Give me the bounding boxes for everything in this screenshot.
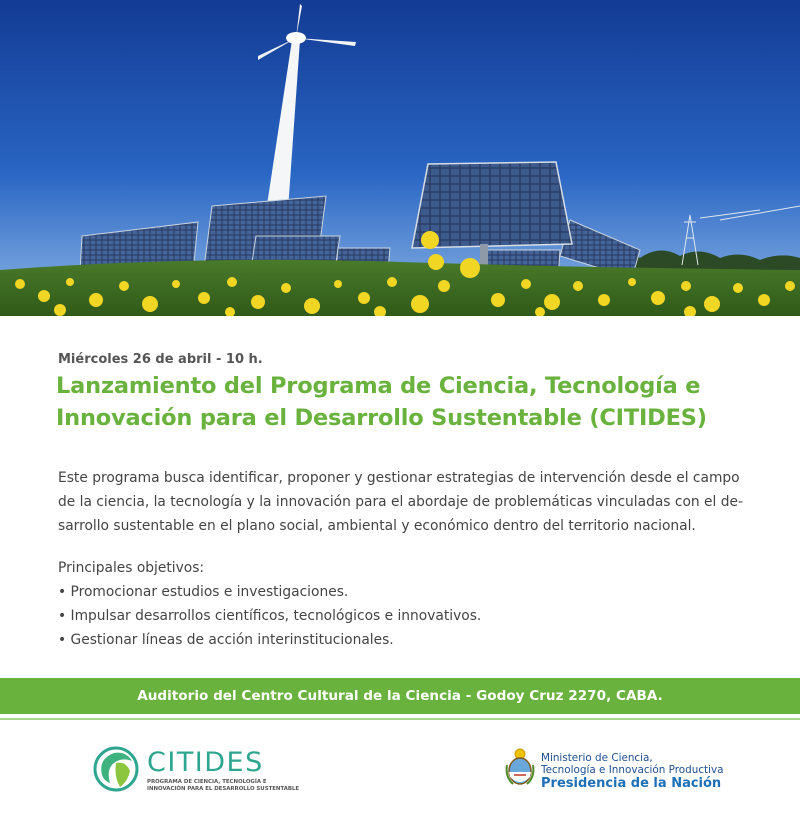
citides-globe-icon (92, 745, 140, 793)
event-title-line: Lanzamiento del Programa de Ciencia, Tecnología e (56, 373, 701, 399)
description-line: de la ciencia, la tecnología y la innovación para el abordaje de problemáticas vinculadas con el de- (58, 494, 743, 510)
description-line: Este programa busca identificar, proponer y gestionar estrategias de intervención desde el campo (58, 470, 740, 486)
objective-item: • Gestionar líneas de acción interinstitucionales. (58, 628, 758, 652)
ministerio-line2: Tecnología e Innovación Productiva (541, 764, 724, 776)
coat-of-arms-icon (505, 747, 535, 787)
objectives-section (58, 556, 758, 652)
citides-subtitle-line: INNOVACIÓN PARA EL DESARROLLO SUSTENTABLE (147, 786, 300, 792)
citides-subtitle (147, 779, 299, 793)
event-title (56, 370, 776, 434)
citides-name: CITIDES (147, 747, 264, 778)
description-line: sarrollo sustentable en el plano social, ambiental y económico dentro del territorio nacional. (58, 518, 696, 534)
citides-logo (92, 745, 352, 795)
citides-subtitle-line: PROGRAMA DE CIENCIA, TECNOLOGÍA E (147, 779, 267, 785)
description (58, 466, 758, 538)
ministerio-line1: Ministerio de Ciencia, (541, 752, 653, 764)
hero-photo-solar-wind (0, 0, 800, 316)
presidencia-label: Presidencia de la Nación (541, 776, 722, 791)
objective-item: • Promocionar estudios e investigaciones. (58, 580, 758, 604)
event-date: Miércoles 26 de abril - 10 h. (58, 352, 263, 367)
ministerio-logo (505, 745, 745, 795)
venue-banner: Auditorio del Centro Cultural de la Ciencia - Godoy Cruz 2270, CABA. (0, 678, 800, 714)
divider (0, 718, 800, 720)
objectives-heading: Principales objetivos: (58, 560, 205, 576)
objectives-list (58, 580, 758, 652)
objective-item: • Impulsar desarrollos científicos, tecnológicos e innovativos. (58, 604, 758, 628)
event-title-line: Innovación para el Desarrollo Sustentable (CITIDES) (56, 405, 707, 431)
